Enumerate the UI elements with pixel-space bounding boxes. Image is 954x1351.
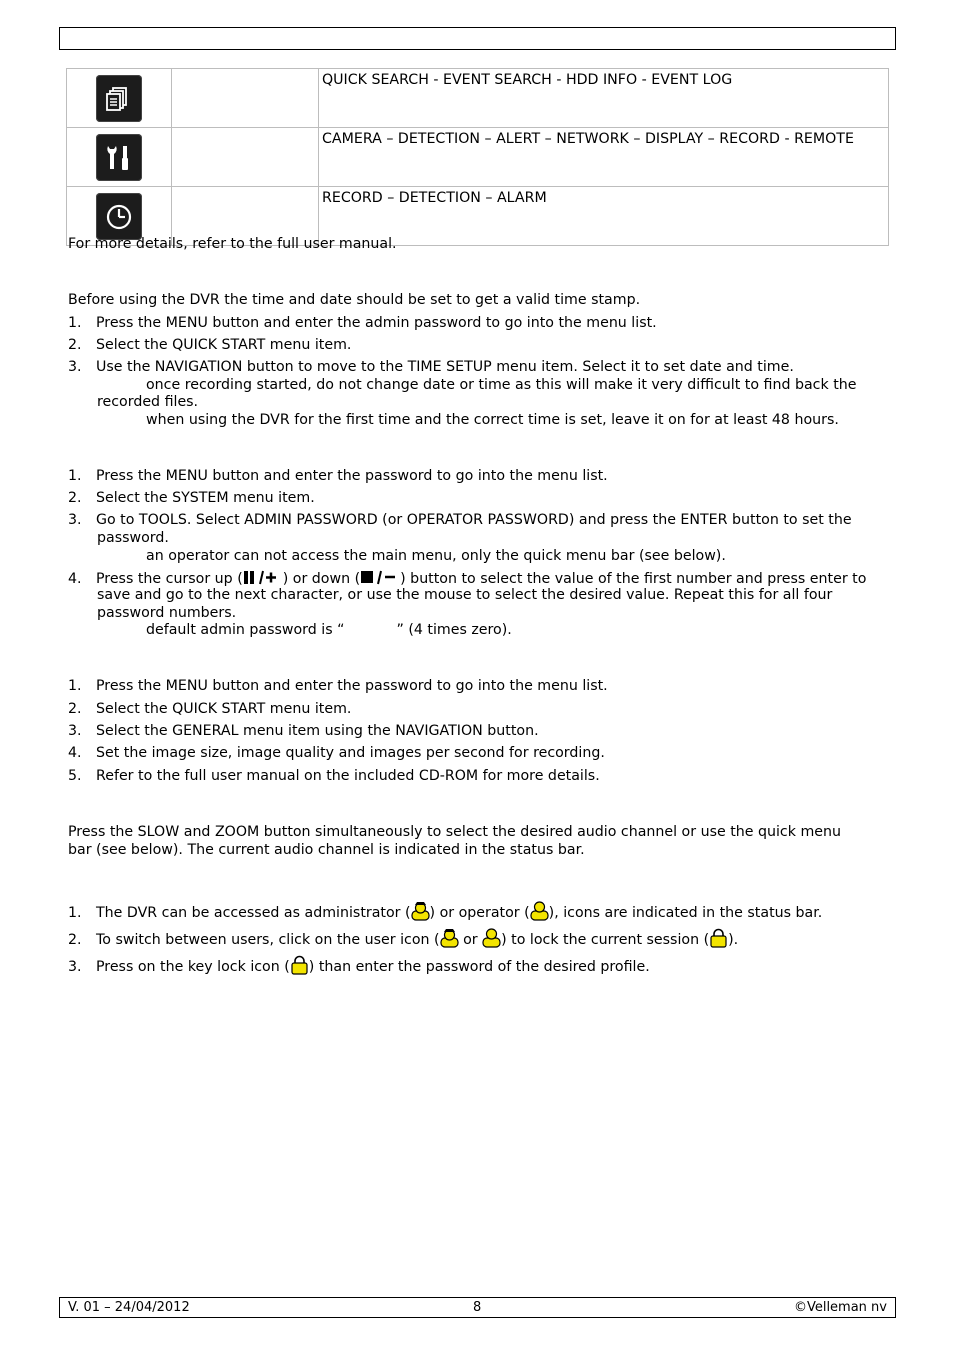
administrator-icon: [411, 901, 430, 921]
note-text: once recording started, do not change date or time as this will make it very difficult to find back the: [146, 377, 857, 393]
list-item: 4. Set the image size, image quality and images per second for recording.: [68, 745, 605, 761]
footer-copyright: ©Velleman nv: [793, 1300, 887, 1315]
list-item-cont: password numbers.: [97, 605, 237, 621]
tools-icon: [96, 134, 142, 181]
page-footer: [59, 1297, 896, 1318]
menu-items-search: QUICK SEARCH - EVENT SEARCH - HDD INFO - EVENT LOG: [319, 69, 889, 128]
list-item: 3. Go to TOOLS. Select ADMIN PASSWORD (or OPERATOR PASSWORD) and press the ENTER button to set the: [68, 512, 852, 528]
administrator-icon: [440, 928, 459, 948]
list-item: 1. Press the MENU button and enter the password to go into the menu list.: [68, 678, 608, 694]
header-box: [59, 27, 896, 50]
list-item: 5. Refer to the full user manual on the included CD-ROM for more details.: [68, 768, 600, 784]
list-item-cont: password.: [97, 530, 169, 546]
more-details-text: For more details, refer to the full user manual.: [68, 236, 397, 252]
footer-version: V. 01 – 24/04/2012: [68, 1300, 190, 1315]
time-intro: Before using the DVR the time and date should be set to get a valid time stamp.: [68, 292, 641, 308]
key-lock-icon: [290, 955, 309, 975]
search-records-icon: [96, 75, 142, 122]
note-text: when using the DVR for the first time and the correct time is set, leave it on for at least 48 hours.: [146, 412, 839, 428]
note-text: recorded files.: [97, 394, 199, 410]
note-text: an operator can not access the main menu, only the quick menu bar (see below).: [146, 548, 726, 564]
page-number: 8: [473, 1300, 482, 1315]
operator-icon: [530, 901, 549, 921]
table-row: [67, 128, 889, 187]
audio-text: Press the SLOW and ZOOM button simultaneously to select the desired audio channel or use the quick menu: [68, 824, 841, 840]
menu-items-schedule: RECORD – DETECTION – ALARM: [319, 187, 889, 246]
operator-icon: [482, 928, 501, 948]
list-item: 2. Select the SYSTEM menu item.: [68, 490, 315, 506]
list-item: 3. Use the NAVIGATION button to move to the TIME SETUP menu item. Select it to set date and time.: [68, 359, 794, 375]
list-item: 3. Press on the key lock icon ( ) than enter the password of the desired profile.: [68, 955, 650, 975]
list-item: 1. Press the MENU button and enter the password to go into the menu list.: [68, 468, 608, 484]
list-item: 1. Press the MENU button and enter the admin password to go into the menu list.: [68, 315, 657, 331]
key-lock-icon: [709, 928, 728, 948]
menu-table: [66, 68, 889, 246]
list-item: 3. Select the GENERAL menu item using the NAVIGATION button.: [68, 723, 539, 739]
clock-icon: [96, 193, 142, 240]
list-item: 4. Press the cursor up ( ) or down ( ) button to select the value of the first number and press enter to: [68, 571, 867, 587]
note-text: default admin password is “ ” (4 times zero).: [146, 622, 512, 638]
list-item: 1. The DVR can be accessed as administrator ( ) or operator ( ), icons are indicated in the status bar.: [68, 901, 822, 921]
menu-items-setup: CAMERA – DETECTION – ALERT – NETWORK – DISPLAY – RECORD - REMOTE: [319, 128, 889, 187]
list-item-cont: save and go to the next character, or use the mouse to select the desired value. Repeat this for all four: [97, 587, 833, 603]
list-item: 2. To switch between users, click on the user icon ( or ) to lock the current session ( ).: [68, 928, 738, 948]
audio-text: bar (see below). The current audio channel is indicated in the status bar.: [68, 842, 585, 858]
table-row: [67, 69, 889, 128]
list-item: 2. Select the QUICK START menu item.: [68, 701, 352, 717]
list-item: 2. Select the QUICK START menu item.: [68, 337, 352, 353]
